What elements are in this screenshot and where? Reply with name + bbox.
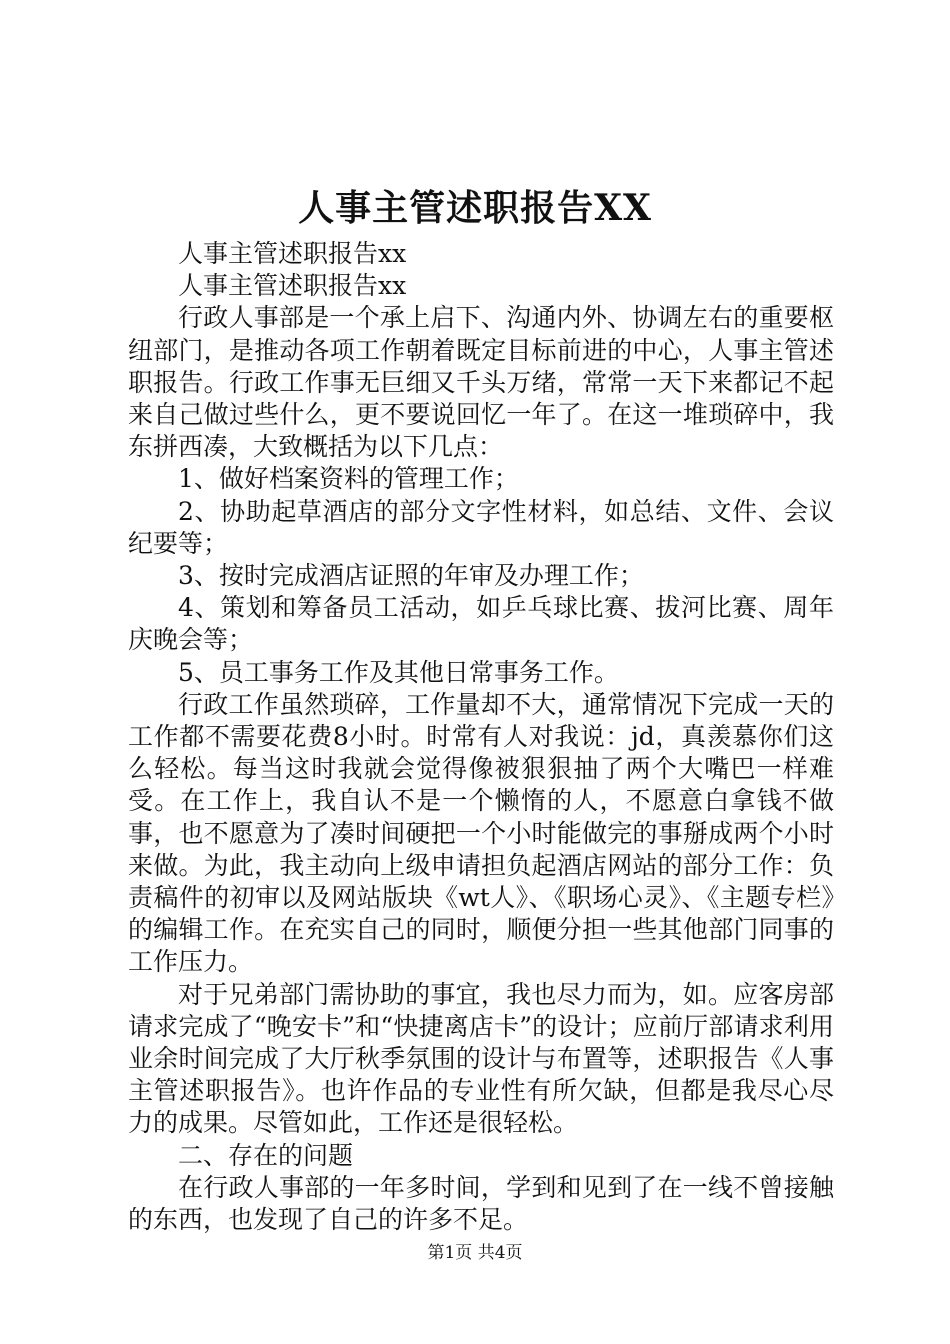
page-footer: 第1页 共4页	[427, 1243, 523, 1263]
list-item-3: 3、按时完成酒店证照的年审及办理工作；	[178, 561, 644, 591]
list-item-4: 4、策划和筹备员工活动，如乒乓球比赛、拔河比赛、周年庆晚会等；	[128, 593, 834, 655]
paragraph-problems: 在行政人事部的一年多时间，学到和见到了在一线不曾接触的东西，也发现了自己的许多不足。	[128, 1172, 834, 1235]
paragraph-intro: 行政人事部是一个承上启下、沟通内外、协调左右的重要枢纽部门，是推动各项工作朝着既定目标前进的中心，人事主管述职报告。行政工作事无巨细又千头万绪，常常一天下来都记不起来自己做过些什么，更不要说回忆一年了。在这一堆琐碎中，我东拼西凑，大致概括为以下几点：	[128, 303, 834, 462]
document-title: 人事主管述职报告XX	[298, 187, 652, 229]
paragraph-assistance: 对于兄弟部门需协助的事宜，我也尽力而为，如。应客房部请求完成了“晚安卡”和“快捷离店卡”的设计；应前厅部请求利用业余时间完成了大厅秋季氛围的设计与布置等，述职报告《人事主管述职报告》。也许作品的专业性有所欠缺，但都是我尽心尽力的成果。尽管如此，工作还是很轻松。	[128, 979, 834, 1138]
paragraph-workload: 行政工作虽然琐碎，工作量却不大，通常情况下完成一天的工作都不需要花费8小时。时常有人对我说：jd，真羡慕你们这么轻松。每当这时我就会觉得像被狠狠抽了两个大嘴巴一样难受。在工作上，我自认不是一个懒惰的人，不愿意白拿钱不做事，也不愿意为了凑时间硬把一个小时能做完的事掰成两个小时来做。为此，我主动向上级申请担负起酒店网站的部分工作：负责稿件的初审以及网站版块《wt人》、《职场心灵》、《主题专栏》的编辑工作。在充实自己的同时，顺便分担一些其他部门同事的工作压力。	[128, 689, 834, 977]
document-body	[128, 238, 834, 1236]
paragraph-subtitle-1: 人事主管述职报告xx	[178, 239, 407, 268]
section-heading-problems: 二、存在的问题	[178, 1140, 354, 1170]
list-item-1: 1、做好档案资料的管理工作；	[178, 464, 519, 494]
list-item-2: 2、协助起草酒店的部分文字性材料，如总结、文件、会议纪要等；	[128, 496, 834, 558]
list-item-5: 5、员工事务工作及其他日常事务工作。	[178, 657, 619, 687]
paragraph-subtitle-2: 人事主管述职报告xx	[178, 271, 407, 301]
